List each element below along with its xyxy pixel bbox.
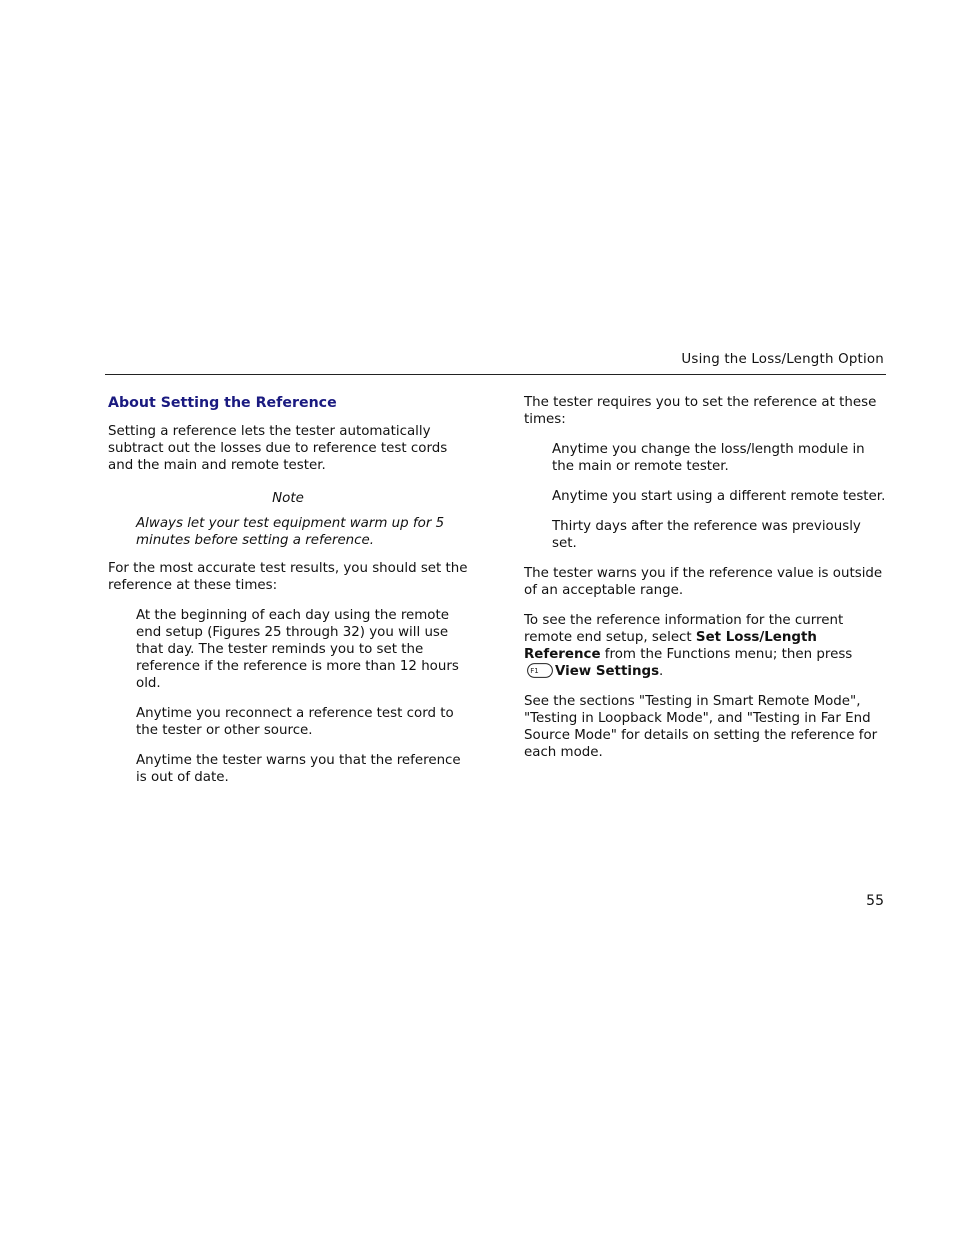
note-text: Always let your test equipment warm up for 5 minutes before setting a reference.: [136, 516, 445, 548]
list-item: Thirty days after the reference was previously set.: [552, 519, 861, 551]
list-item: Anytime the tester warns you that the reference is out of date.: [136, 753, 461, 785]
page-number: 55: [866, 893, 884, 909]
running-header: Using the Loss/Length Option: [681, 352, 884, 367]
section-heading: About Setting the Reference: [108, 395, 337, 411]
see-info-middle: from the Functions menu; then press: [600, 647, 853, 662]
sections-paragraph: See the sections "Testing in Smart Remote Mode", "Testing in Loopback Mode", and "Testing in Far End Source Mode" for details on setting the reference for each mode.: [524, 694, 878, 760]
list-item: Anytime you start using a different remote tester.: [552, 489, 886, 504]
intro-paragraph: Setting a reference lets the tester automatically subtract out the losses due to reference test cords and the main and remote tester.: [108, 424, 448, 473]
header-rule: [105, 374, 886, 375]
accuracy-paragraph: For the most accurate test results, you should set the reference at these times:: [108, 561, 468, 593]
requires-paragraph: The tester requires you to set the reference at these times:: [524, 395, 877, 427]
function-key-icon: [527, 663, 553, 678]
see-info-suffix: .: [659, 664, 664, 679]
warns-paragraph: The tester warns you if the reference value is outside of an acceptable range.: [524, 566, 883, 598]
function-key-label: F1: [530, 667, 539, 675]
right-column: [524, 394, 886, 774]
list-item: Anytime you change the loss/length module in the main or remote tester.: [552, 442, 865, 474]
list-item: Anytime you reconnect a reference test cord to the tester or other source.: [136, 706, 454, 738]
note-label: Note: [272, 491, 304, 506]
see-info-paragraph: [524, 612, 886, 680]
see-info-prefix: To see the reference information for the current remote end setup, select: [524, 613, 844, 645]
left-column: [108, 394, 468, 799]
menu-item-name: Set Loss/Length Reference: [524, 630, 817, 662]
action-name: View Settings: [555, 664, 660, 679]
list-item: At the beginning of each day using the remote end setup (Figures 25 through 32) you will use that day. The tester reminds you to set the reference if the reference is more than 12 hours old.: [136, 608, 459, 691]
